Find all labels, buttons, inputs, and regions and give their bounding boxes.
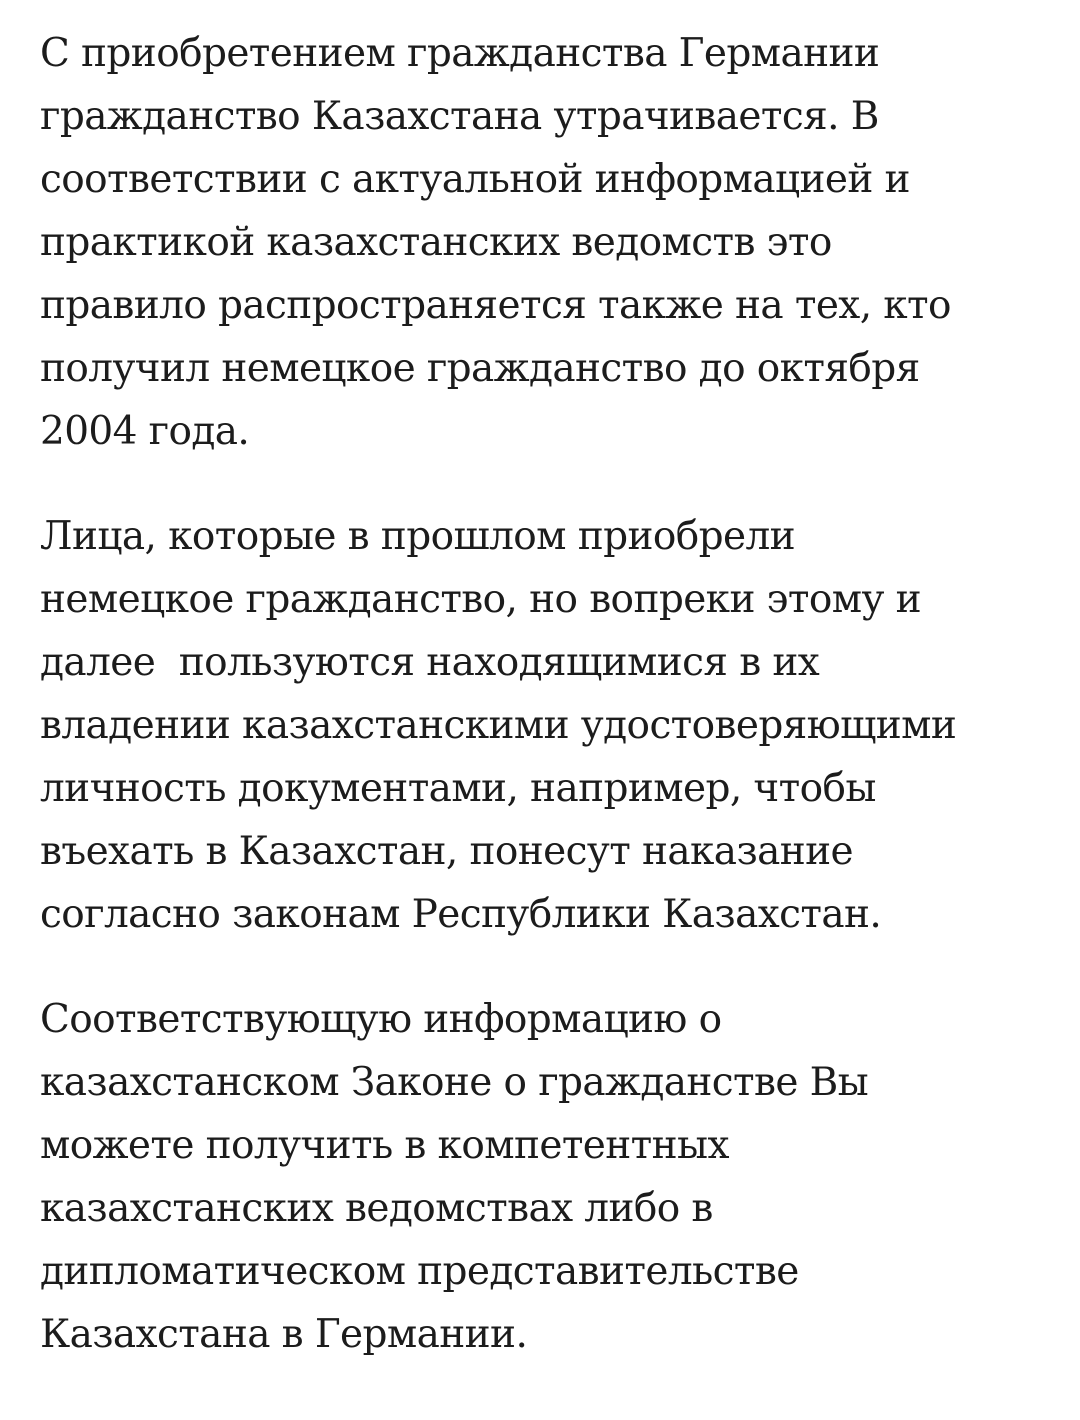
- text-line: можете получить в компетентных: [40, 1123, 729, 1168]
- text-line: Соответствующую информацию о: [40, 997, 722, 1042]
- text-line: согласно законам Республики Казахстан.: [40, 892, 882, 937]
- text-line: владении казахстанскими удостоверяющими: [40, 703, 957, 748]
- text-line: соответствии с актуальной информацией и: [40, 157, 910, 202]
- text-line: правило распространяется также на тех, кто: [40, 283, 951, 328]
- text-line: Казахстана в Германии.: [40, 1312, 528, 1357]
- text-line: дипломатическом представительстве: [40, 1249, 799, 1294]
- text-line: немецкое гражданство, но вопреки этому и: [40, 577, 922, 622]
- text-line: личность документами, например, чтобы: [40, 766, 876, 811]
- text-line: Лица, которые в прошлом приобрели: [40, 514, 796, 559]
- text-line: получил немецкое гражданство до октября: [40, 346, 920, 391]
- text-line: гражданство Казахстана утрачивается. В: [40, 94, 879, 139]
- text-line: въехать в Казахстан, понесут наказание: [40, 829, 854, 874]
- text-line: казахстанских ведомствах либо в: [40, 1186, 713, 1231]
- text-line: С приобретением гражданства Германии: [40, 31, 880, 76]
- paragraph-more-info: [40, 988, 1040, 1366]
- text-line: казахстанском Законе о гражданстве Вы: [40, 1060, 869, 1105]
- text-line: 2004 года.: [40, 409, 250, 454]
- text-line: практикой казахстанских ведомств это: [40, 220, 832, 265]
- text-line: далее пользуются находящимися в их: [40, 640, 820, 685]
- paragraph-penalty: [40, 505, 1040, 946]
- paragraph-citizenship-loss: [40, 22, 1040, 463]
